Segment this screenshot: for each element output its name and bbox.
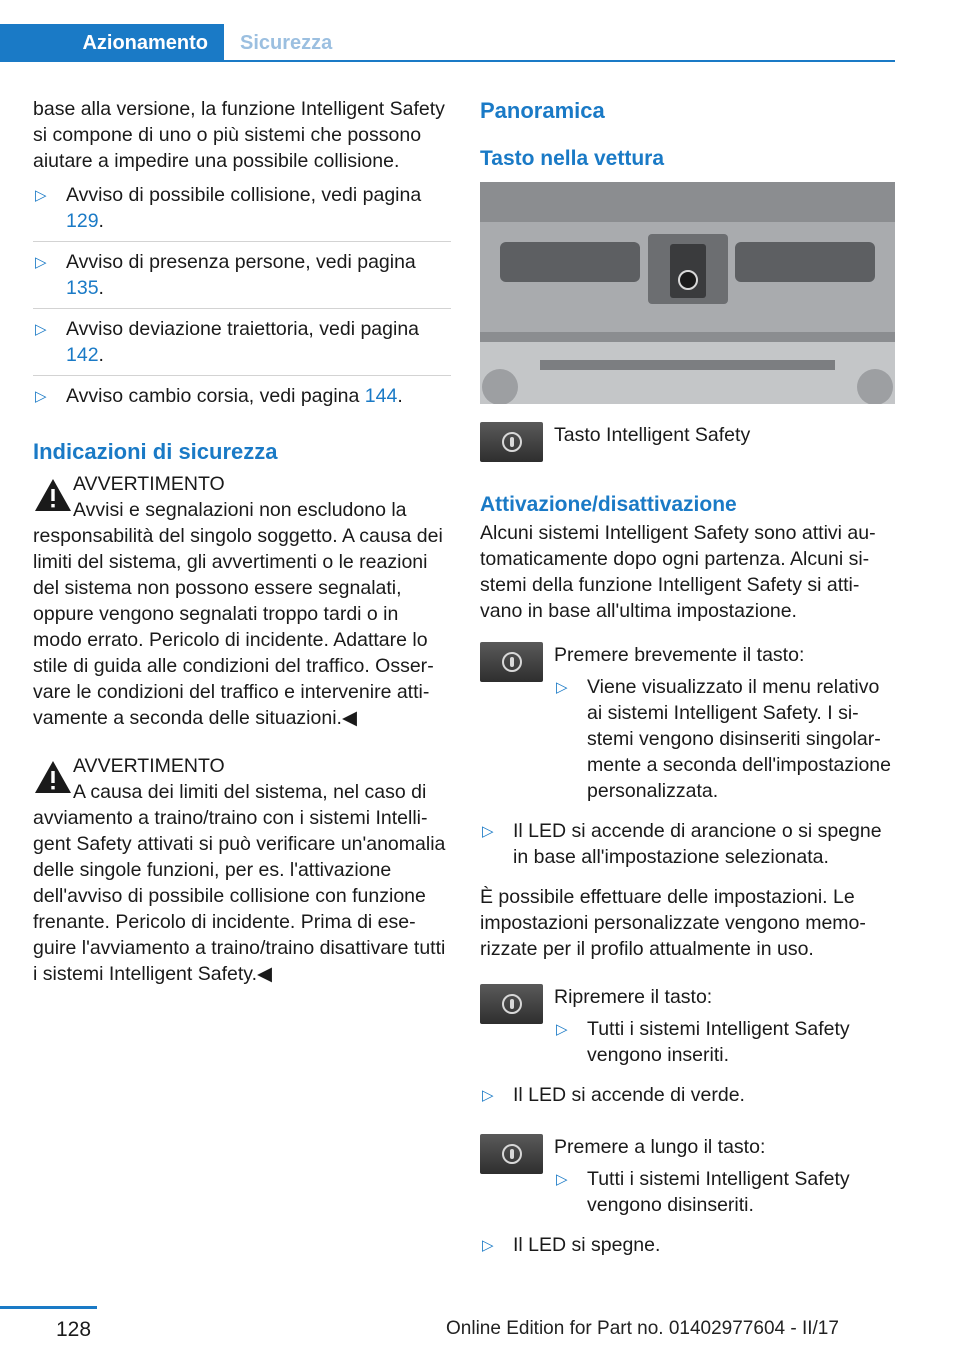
attivazione-text: Alcuni sistemi Intelligent Safety sono attivi automaticamente dopo ogni partenza. Alcuni sistemi della funzione Intelligent Safety si attivano in base all'ultima impostazione. [480,522,876,622]
warning-title: AVVERTIMENTO [73,473,225,495]
heading-attivazione: Attivazione/disattivazione [480,493,737,516]
list-item: ▷ Tutti i sistemi Intelligent Safety vengono inseriti. [556,1018,850,1066]
intelligent-safety-button-icon [480,422,543,462]
list-item: ▷ Il LED si accende di verde. [480,1082,895,1115]
list-item: ▷ Tutti i sistemi Intelligent Safety vengono disinseriti. [556,1168,850,1216]
page-link[interactable]: 144 [364,385,398,407]
right-column [480,96,895,1272]
intelligent-safety-button-icon [480,984,543,1024]
edition-note: Online Edition for Part no. 01402977604 - II/17 [446,1318,839,1339]
warning-block [33,753,451,987]
warning-title: AVVERTIMENTO [73,755,225,777]
list-item: ▷ Viene visualizzato il menu relativo ai sistemi Intelligent Safety. I sistemi vengono disinseriti singolarmente a seconda dell'impostazione personalizzata. [556,676,891,802]
page-link[interactable]: 129 [66,210,99,232]
dashboard-illustration [480,182,895,404]
page-number: 128 [56,1318,92,1341]
press-again-list [480,1016,895,1075]
press-short-label: Premere brevemente il tasto: [554,644,805,666]
button-caption-row [480,422,895,462]
press-short-list [480,674,895,811]
dashboard-photo [480,182,895,404]
intro-text: base alla versione, la funzione Intelligent Safety si compone di uno o più sistemi che possono aiutare a impedire una possibile collisione. [33,98,445,172]
button-caption: Tasto Intelligent Safety [554,424,751,446]
led-green-list [480,1082,895,1115]
header-divider [0,60,895,62]
triangle-bullet-icon: ▷ [35,187,47,204]
list-item: ▷ Avviso di possibile collisione, vedi pagina 129. [33,182,451,242]
triangle-bullet-icon: ▷ [35,321,47,338]
list-item: ▷ Avviso di presenza persone, vedi pagina 135. [33,249,451,309]
led-list [480,818,895,877]
warning-triangle-icon [33,477,73,513]
heading-panoramica: Panoramica [480,98,605,123]
triangle-bullet-icon: ▷ [35,254,47,271]
list-item: ▷ Il LED si spegne. [480,1232,895,1265]
safety-heading: Indicazioni di sicurezza [33,439,278,464]
tab-sicurezza[interactable]: Sicurezza [240,31,333,54]
triangle-bullet-icon: ▷ [482,1237,494,1254]
heading-tasto: Tasto nella vettura [480,147,664,170]
footer-divider [0,1306,97,1309]
list-item: ▷ Avviso deviazione traiettoria, vedi pagina 142. [33,316,451,376]
press-long-list [480,1166,895,1225]
press-again-row [480,984,895,1075]
list-item: ▷ Avviso cambio corsia, vedi pagina 144. [33,383,451,416]
press-long-row [480,1134,895,1225]
tab-azionamento[interactable]: Azionamento [0,24,224,62]
triangle-bullet-icon: ▷ [482,823,494,840]
list-item: ▷ Il LED si accende di arancione o si spegne in base all'impostazione selezionata. [482,820,882,868]
page-link[interactable]: 142 [66,344,99,366]
triangle-bullet-icon: ▷ [556,1171,568,1188]
press-long-label: Premere a lungo il tasto: [554,1136,766,1158]
system-list [33,182,451,416]
header-bar [0,0,895,62]
press-short-row [480,642,895,811]
triangle-bullet-icon: ▷ [556,679,568,696]
warning-triangle-icon [33,759,73,795]
settings-text: È possibile effettuare delle impostazioni. Le impostazioni personalizzate vengono memorizzate per il profilo attualmente in uso. [480,886,866,960]
intelligent-safety-button-icon [480,1134,543,1174]
warning-body: A causa dei limiti del sistema, nel caso di avviamento a traino/traino con i sistemi Intelligent Safety attivati si può verificare un'anomalia delle singole funzioni, per es. l'attivazione dell'avviso di possibile collisione con funzione frenante. Pericolo di incidente. Prima di eseguire l'avviamento a traino/traino disattivare tutti i sistemi Intelligent Safety.◀ [33,781,446,985]
warning-body: Avvisi e segnalazioni non escludono la responsabilità del singolo soggetto. A causa dei limiti del sistema, gli avvertimenti o le reazioni del sistema non possono essere segnalati, oppure vengono segnalati troppo tardi o in modo errato. Pericolo di incidente. Adattare lo stile di guida alle condizioni del traffico. Osservare le condizioni del traffico e intervenire attivamente a seconda delle situazioni.◀ [33,499,443,729]
triangle-bullet-icon: ▷ [482,1087,494,1104]
press-again-label: Ripremere il tasto: [554,986,713,1008]
led-off-list [480,1232,895,1265]
warning-block [33,471,451,731]
page-link[interactable]: 135 [66,277,99,299]
intelligent-safety-button-icon [480,642,543,682]
triangle-bullet-icon: ▷ [35,388,47,405]
left-column [33,96,451,993]
triangle-bullet-icon: ▷ [556,1021,568,1038]
